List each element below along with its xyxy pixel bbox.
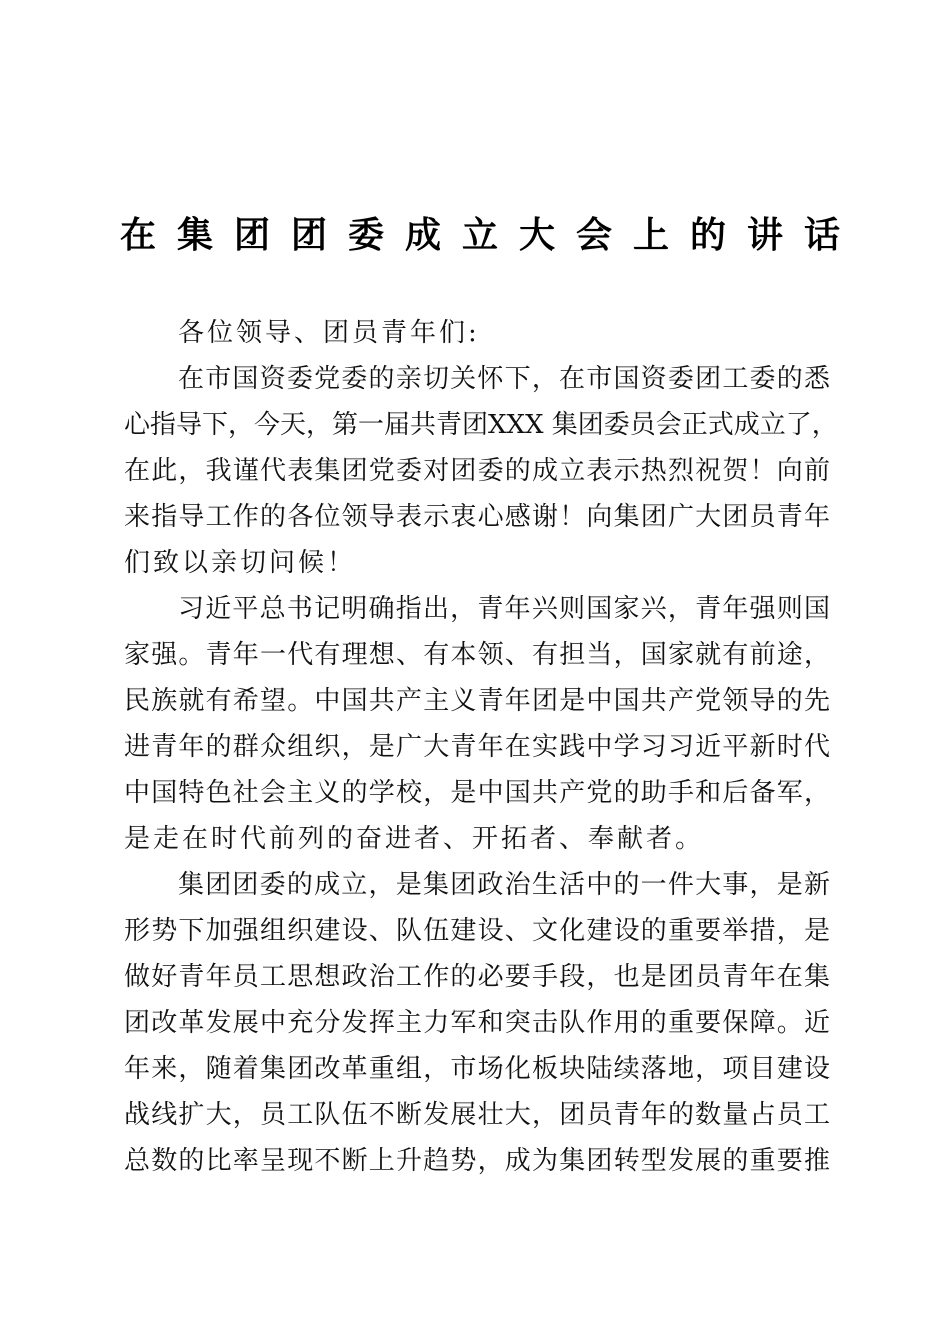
paragraph-line: 进青年的群众组织，是广大青年在实践中学习习近平新时代 [124, 732, 830, 762]
paragraph-line: 在市国资委党委的亲切关怀下，在市国资委团工委的悉 [178, 364, 830, 394]
paragraph-line: 们致以亲切问候！ [124, 548, 357, 578]
speech-body [124, 310, 838, 1184]
paragraph-line: 团改革发展中充分发挥主力军和突击队作用的重要保障。近 [124, 1008, 830, 1038]
paragraph-line: 民族就有希望。中国共产主义青年团是中国共产党领导的先 [124, 686, 830, 716]
paragraph-line: 中国特色社会主义的学校，是中国共产党的助手和后备军， [124, 778, 830, 808]
paragraph-line: 总数的比率呈现不断上升趋势，成为集团转型发展的重要推 [124, 1146, 830, 1176]
paragraph-line: 做好青年员工思想政治工作的必要手段，也是团员青年在集 [124, 962, 830, 992]
paragraph-line: 在此，我谨代表集团党委对团委的成立表示热烈祝贺！向前 [124, 456, 830, 486]
paragraph-line: 是走在时代前列的奋进者、开拓者、奉献者。 [124, 824, 705, 854]
paragraph-line: 习近平总书记明确指出，青年兴则国家兴，青年强则国 [178, 594, 830, 624]
paragraph-line: 来指导工作的各位领导表示衷心感谢！向集团广大团员青年 [124, 502, 830, 532]
paragraph-line: 集团团委的成立，是集团政治生活中的一件大事，是新 [178, 870, 830, 900]
document-title: 在集团团委成立大会上的讲话 [120, 215, 862, 256]
paragraph-line: 年来，随着集团改革重组，市场化板块陆续落地，项目建设 [124, 1054, 830, 1084]
salutation-line: 各位领导、团员青年们: [178, 318, 480, 348]
paragraph-line: 战线扩大，员工队伍不断发展壮大，团员青年的数量占员工 [124, 1100, 830, 1130]
paragraph-line: 形势下加强组织建设、队伍建设、文化建设的重要举措，是 [124, 916, 830, 946]
paragraph-line: 家强。青年一代有理想、有本领、有担当，国家就有前途， [124, 640, 830, 670]
paragraph-line: 心指导下，今天，第一届共青团XXX 集团委员会正式成立了， [124, 410, 838, 440]
